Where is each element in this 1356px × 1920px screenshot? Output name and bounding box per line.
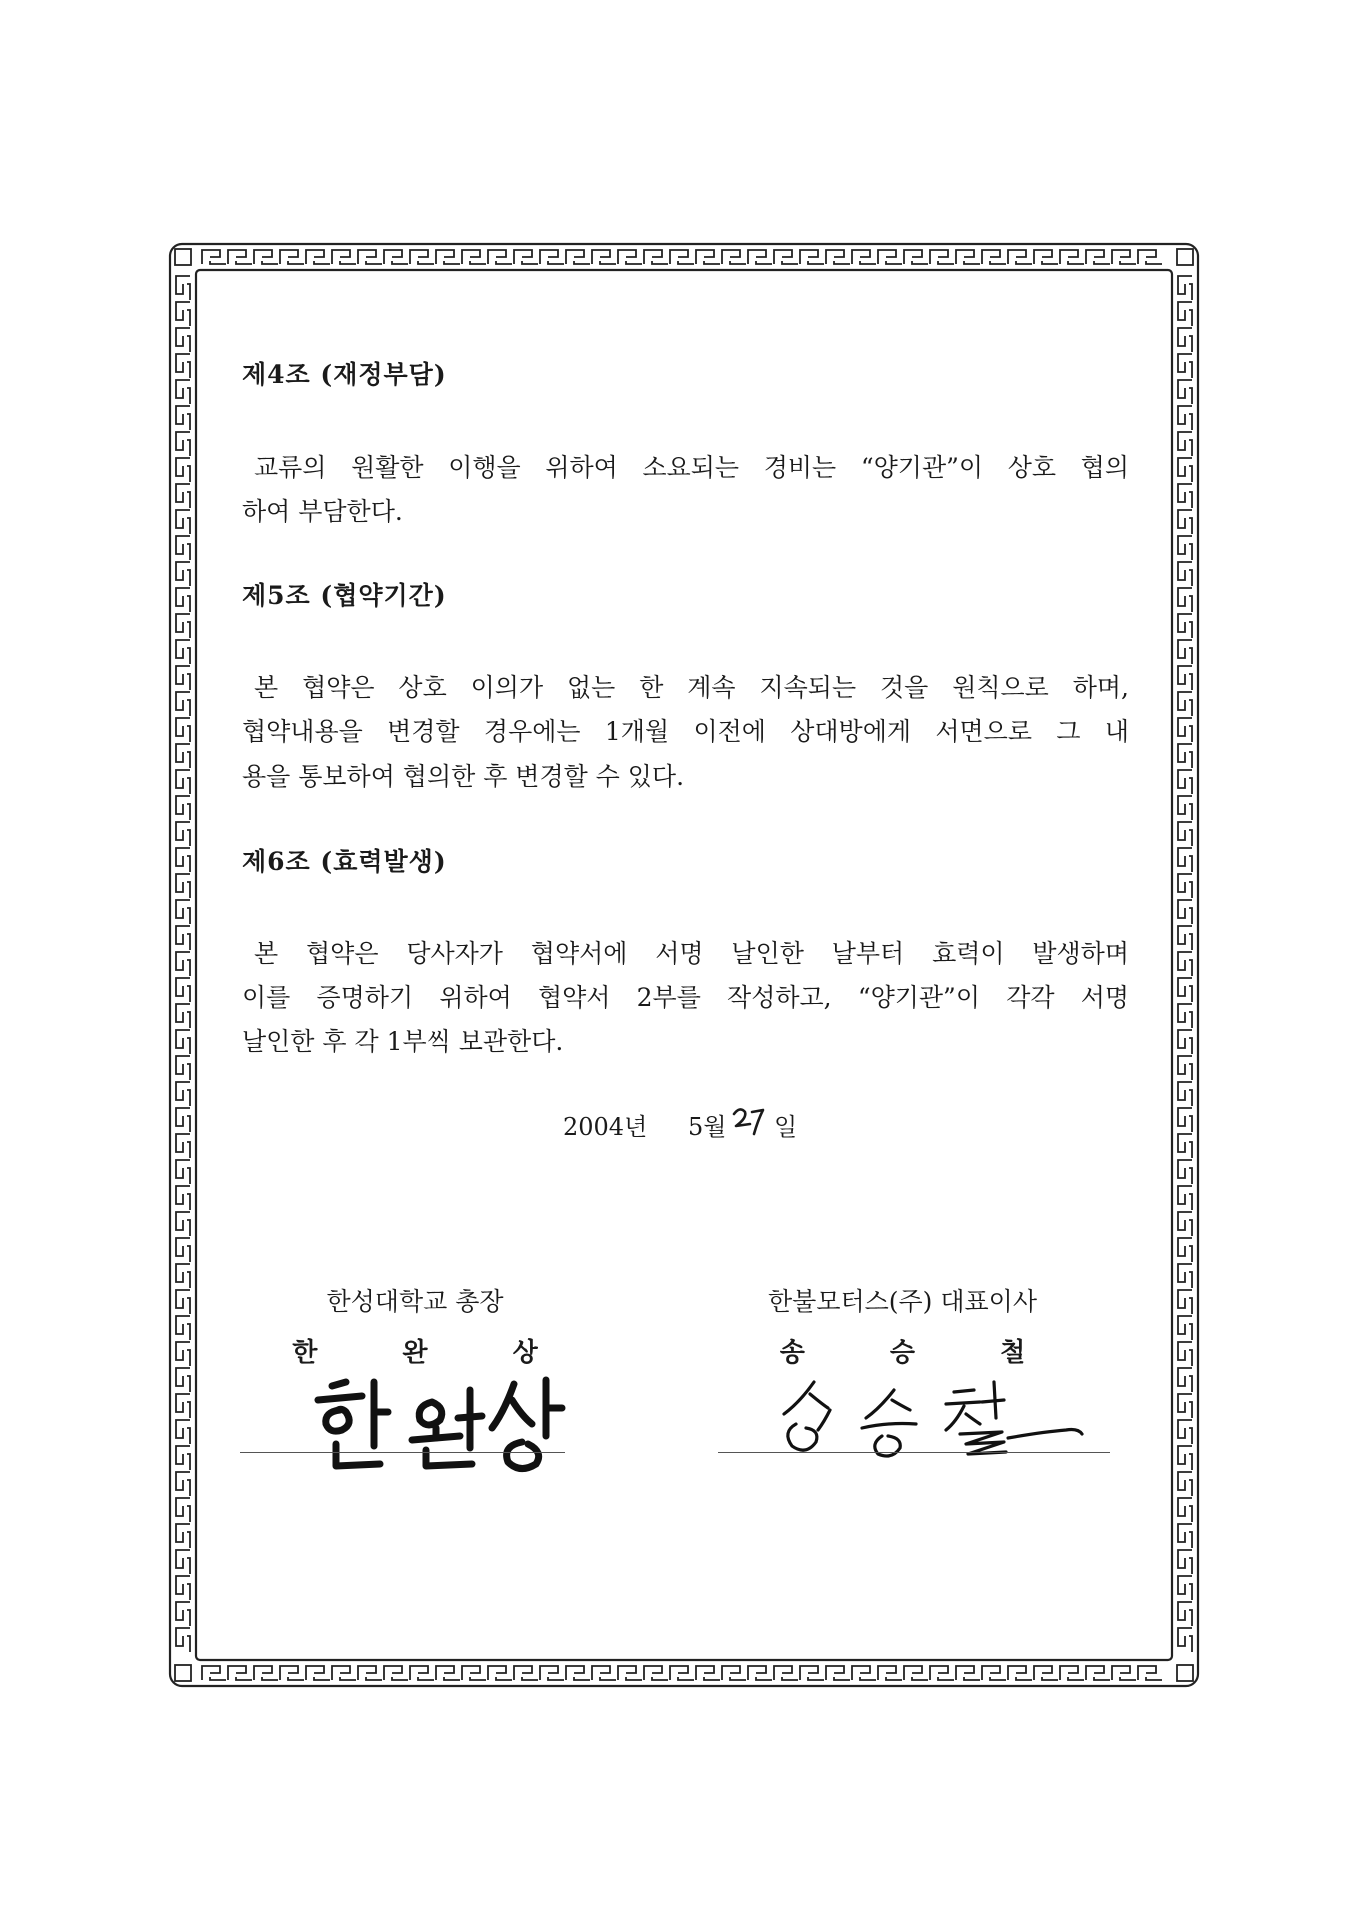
article-4-line-2: 하여 부담한다. (242, 497, 403, 526)
article-6-heading: 제6조 (효력발생) (242, 847, 447, 876)
date-day-suffix: 일 (774, 1113, 798, 1141)
date-day-handwritten (730, 1100, 770, 1140)
article-5-heading: 제5조 (협약기간) (242, 581, 447, 610)
signatory-1-name: 한 완 상 (292, 1338, 576, 1368)
signatory-2 (740, 1282, 1065, 1369)
signatory-2-signature (770, 1372, 1090, 1472)
article-5-line-1: 본 협약은 상호 이의가 없는 한 계속 지속되는 것을 원칙으로 하며, (254, 673, 1129, 702)
signatory-1-title: 한성대학교 총장 (326, 1287, 504, 1316)
signatory-2-line (718, 1452, 1110, 1453)
article-6-line-2: 이를 증명하기 위하여 협약서 2부를 작성하고, “양기관”이 각각 서명 (242, 983, 1129, 1012)
article-4-line-1: 교류의 원활한 이행을 위하여 소요되는 경비는 “양기관”이 상호 협의 (254, 453, 1129, 482)
article-4-heading: 제4조 (재정부담) (242, 360, 447, 389)
signatory-2-name: 송 승 철 (779, 1338, 1064, 1368)
article-5-line-3: 용을 통보하여 협의한 후 변경할 수 있다. (242, 762, 685, 791)
signatory-1-signature (300, 1372, 570, 1482)
article-6-line-1: 본 협약은 당사자가 협약서에 서명 날인한 날부터 효력이 발생하며 (254, 939, 1129, 968)
signatory-1 (260, 1282, 576, 1369)
article-6-line-3: 날인한 후 각 1부씩 보관한다. (242, 1027, 564, 1056)
date-month: 5월 (688, 1113, 727, 1141)
date-year: 2004년 (563, 1113, 648, 1141)
article-5-line-2: 협약내용을 변경할 경우에는 1개월 이전에 상대방에게 서면으로 그 내 (242, 717, 1129, 746)
signatory-1-line (240, 1452, 565, 1453)
signatory-2-title: 한불모터스(주) 대표이사 (768, 1287, 1037, 1316)
